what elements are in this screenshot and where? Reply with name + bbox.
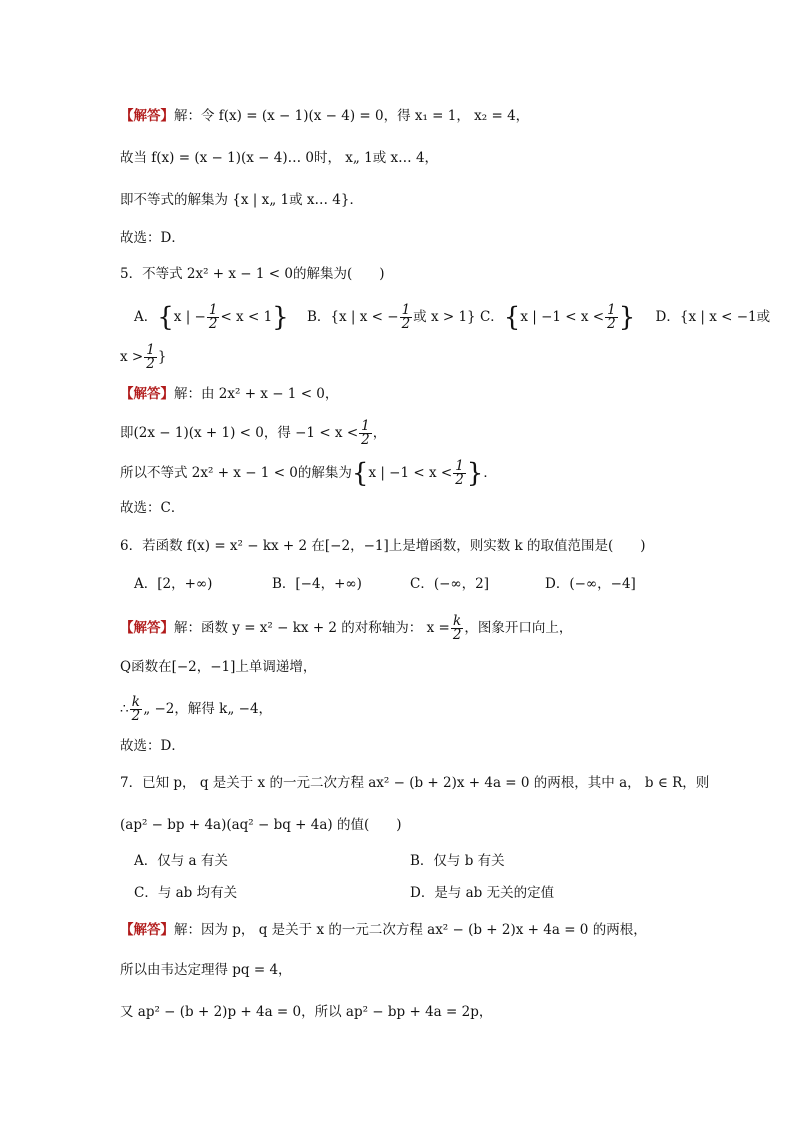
question-5-stem: 5．不等式 2x² + x − 1 < 0的解集为( ) <box>120 266 385 282</box>
answer-tag: 【解答】 <box>120 108 174 124</box>
right-brace: } <box>618 302 636 333</box>
answer-text: 解：令 f(x) = (x − 1)(x − 4) = 0，得 x₁ = 1， x₂ = 4， <box>174 108 530 124</box>
option-a-body: x | − <box>173 309 206 325</box>
left-brace: { <box>503 302 521 333</box>
fraction-k-over-2: $\frac{k}{2}$ <box>452 613 462 643</box>
fraction-half: $\frac{1}{2}$ <box>607 302 616 332</box>
question-7-option-c: C．与 ab 均有关 <box>134 885 238 901</box>
fraction-half: $\frac{1}{2}$ <box>361 418 370 448</box>
question-6-stem: 6．若函数 f(x) = x² − kx + 2 在[−2，−1]上是增函数，则实数 k 的取值范围是( ) <box>120 538 646 554</box>
answer-choice: 故选：D． <box>120 230 185 246</box>
question-5-option-d-cont: x > $\frac{1}{2}$ } <box>120 342 167 372</box>
answer-line: 又 ap² − (b + 2)p + 4a = 0，所以 ap² − bp + 4a = 2p， <box>120 1004 493 1020</box>
question-6-option-a: A．[2，+∞) <box>134 576 213 592</box>
question-6-option-d: D．(−∞，−4] <box>545 576 636 592</box>
question-6-option-b: B．[−4，+∞) <box>272 576 362 592</box>
option-b-tail: 或 x > 1} C． <box>413 309 504 325</box>
answer-choice: 故选：D． <box>120 738 185 754</box>
question-7-option-a: A．仅与 a 有关 <box>134 853 228 869</box>
option-d: D．{x | x < −1或 <box>655 309 771 325</box>
question-5-options <box>134 304 770 331</box>
fraction-half: $\frac{1}{2}$ <box>455 458 464 488</box>
question-6-option-c: C．(−∞，2] <box>410 576 490 592</box>
answer-line: ∴ $\frac{k}{2}$ „ −2，解得 k„ −4， <box>120 694 273 724</box>
answer-tag: 【解答】 <box>120 386 174 402</box>
question-7-stem-cont: (ap² − bp + 4a)(aq² − bq + 4a) 的值( ) <box>120 817 402 833</box>
right-brace: } <box>466 458 484 489</box>
option-a-tail: < x < 1 <box>220 309 273 325</box>
answer-tag: 【解答】 <box>120 922 174 938</box>
question-7-option-d: D．是与 ab 无关的定值 <box>410 885 555 901</box>
right-brace: } <box>272 302 289 333</box>
answer-tag: 【解答】 <box>120 620 174 636</box>
option-b: B．{x | x < − <box>307 309 399 325</box>
question-7-stem: 7．已知 p， q 是关于 x 的一元二次方程 ax² − (b + 2)x + 4a = 0 的两根，其中 a， b ∈ R，则 <box>120 775 710 791</box>
answer-line: 【解答】解：函数 y = x² − kx + 2 的对称轴为： x = $\frac{k}{2}$ ，图象开口向上， <box>120 613 573 643</box>
answer-choice: 故选：C． <box>120 500 185 516</box>
fraction-half: $\frac{1}{2}$ <box>146 342 155 372</box>
answer-line: 故当 f(x) = (x − 1)(x − 4)… 0时， x„ 1或 x… 4， <box>120 150 439 166</box>
option-c-body: x | −1 < x < <box>520 309 605 325</box>
answer-line <box>120 106 529 126</box>
fraction-half: $\frac{1}{2}$ <box>401 302 411 332</box>
answer-line: 所以由韦达定理得 pq = 4， <box>120 962 292 978</box>
fraction-k-over-2: $\frac{k}{2}$ <box>131 694 141 724</box>
answer-line: 【解答】解：因为 p， q 是关于 x 的一元二次方程 ax² − (b + 2)x + 4a = 0 的两根， <box>120 922 647 938</box>
answer-line: 即不等式的解集为 {x | x„ 1或 x… 4}． <box>120 192 363 208</box>
left-brace: { <box>351 458 369 489</box>
question-7-option-b: B．仅与 b 有关 <box>410 853 505 869</box>
answer-line: Q函数在[−2，−1]上单调递增， <box>120 659 317 675</box>
fraction-half: $\frac{1}{2}$ <box>208 302 218 332</box>
answer-line: 【解答】解：由 2x² + x − 1 < 0， <box>120 386 339 402</box>
left-brace: { <box>157 302 174 333</box>
answer-line: 所以不等式 2x² + x − 1 < 0的解集为{x | −1 < x < $\frac{1}{2}$ }． <box>120 458 497 489</box>
option-a-label: A． <box>134 309 158 325</box>
answer-line: 即(2x − 1)(x + 1) < 0，得 −1 < x < $\frac{1}{2}$ ， <box>120 418 387 448</box>
